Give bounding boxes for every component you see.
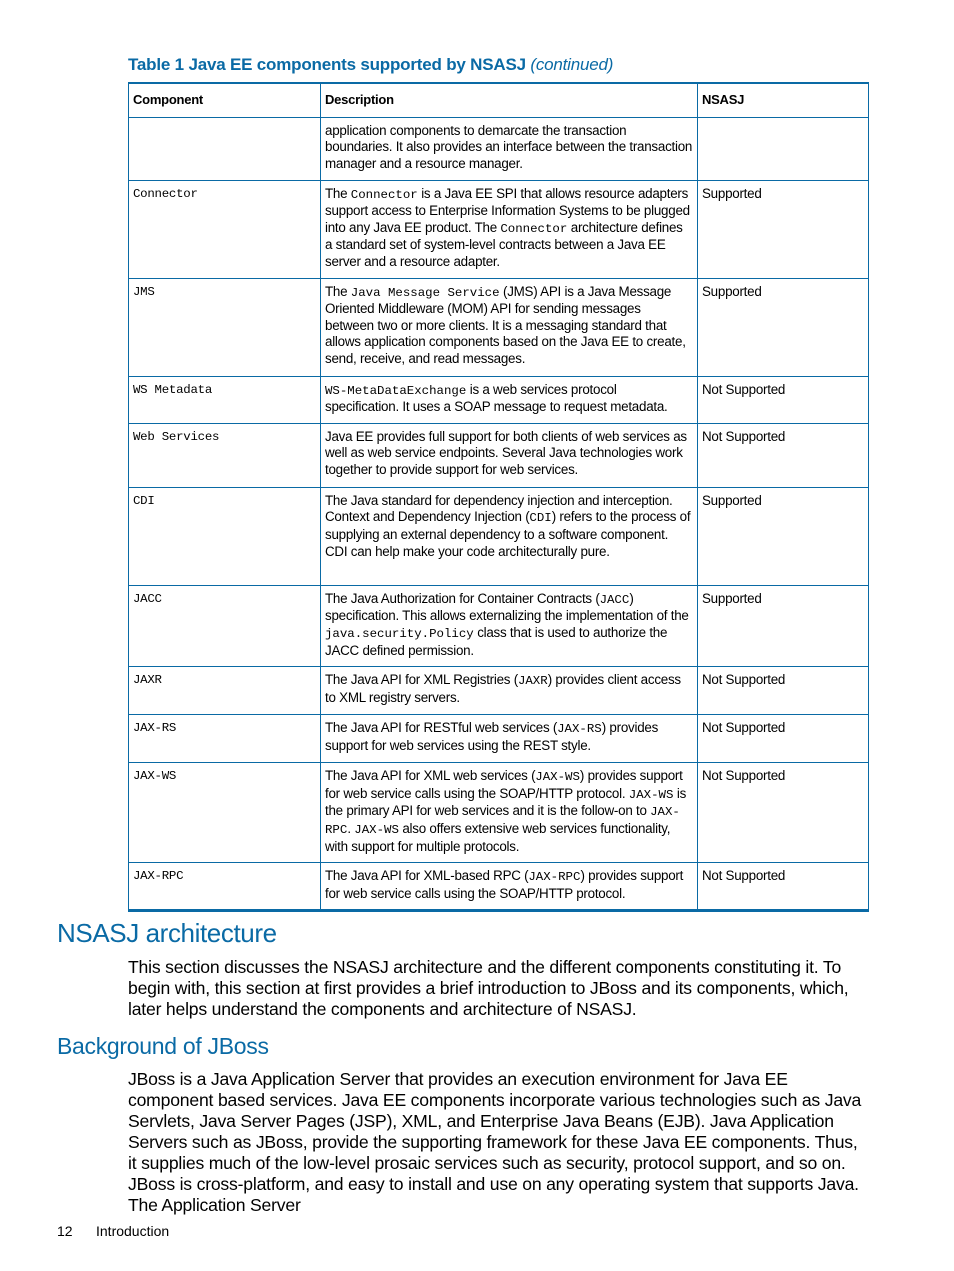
cell-status: Not Supported — [698, 667, 869, 715]
code-term: java.security.Policy — [325, 626, 474, 641]
table-row — [129, 423, 869, 487]
cell-description — [321, 667, 698, 715]
table-row — [129, 863, 869, 911]
header-description: Description — [321, 83, 698, 117]
header-component: Component — [129, 83, 321, 117]
cell-component — [129, 117, 321, 180]
cell-description — [321, 763, 698, 863]
header-nsasj: NSASJ — [698, 83, 869, 117]
cell-status: Supported — [698, 180, 869, 278]
description-text: ) provides support for web service calls using the SOAP/HTTP protocol. — [325, 868, 684, 901]
table-row — [129, 278, 869, 376]
section-title: NSASJ architecture — [57, 918, 277, 948]
cell-status: Not Supported — [698, 376, 869, 423]
page-number: 12 — [57, 1223, 73, 1239]
description-text: is the primary API for web services and it is the follow-on to — [325, 785, 687, 819]
code-term: JAX-WS — [354, 822, 399, 837]
cell-status: Supported — [698, 487, 869, 585]
description-text: class that is used to authorize the JACC defined permission. — [325, 624, 668, 658]
cell-component: JAXR — [129, 667, 321, 715]
table-body — [129, 117, 869, 911]
cell-component: JMS — [129, 278, 321, 376]
description-text: ) specification. This allows externalizing the implementation of the — [325, 590, 689, 624]
table-row — [129, 585, 869, 666]
cell-status: Not Supported — [698, 763, 869, 863]
description-text: The Java API for XML-based RPC ( — [325, 868, 529, 884]
description-text: The Java standard for dependency injection and interception. Context and Dependency Injection ( — [325, 492, 673, 525]
cell-component: Web Services — [129, 423, 321, 487]
subsection-title: Background of JBoss — [57, 1033, 269, 1059]
table-row — [129, 117, 869, 180]
description-text: The — [325, 185, 351, 201]
subsection-body: JBoss is a Java Application Server that provides an execution environment for Java EE component based services. Java EE components incorporate various technologies such as Java Servlets, Java Server Pages (JSP), XML, and Enterprise Java Beans (EJB). Java Application Servers such as JBoss, provide the supporting framework for these Java EE components. Thus, it supplies much of the low-level prosaic services such as security, protocol support, and so on. JBoss is cross-platform, and easy to install and use on any operating system that supports Java. The Application Server — [128, 1069, 862, 1215]
description-text: . — [347, 820, 355, 836]
cell-description — [321, 117, 698, 180]
table-caption-continued: (continued) — [530, 55, 614, 74]
cell-status: Not Supported — [698, 423, 869, 487]
cell-description — [321, 278, 698, 376]
table-row — [129, 376, 869, 423]
cell-description — [321, 715, 698, 763]
code-term: CDI — [529, 511, 552, 526]
code-term: JAX-RPC — [325, 805, 680, 837]
description-text: ) provides support for web service calls using the SOAP/HTTP protocol. — [325, 768, 683, 801]
code-term: JACC — [599, 592, 630, 607]
code-term: JAX-RPC — [528, 870, 581, 885]
components-table — [128, 82, 869, 912]
description-text: (JMS) API is a Java Message Oriented Middleware (MOM) API for sending messages between two or more clients. It is a messaging standard that allows application components based on the Java EE to create, send, receive, and read messages. — [325, 283, 686, 366]
code-term: WS-MetaDataExchange — [325, 383, 467, 398]
cell-status: Supported — [698, 278, 869, 376]
cell-status: Supported — [698, 585, 869, 666]
cell-component: Connector — [129, 180, 321, 278]
cell-component: WS Metadata — [129, 376, 321, 423]
footer-chapter: Introduction — [96, 1223, 170, 1239]
table-row — [129, 667, 869, 715]
table-row — [129, 180, 869, 278]
description-text: architecture defines a standard set of system-level contracts between a Java EE server and a resource adapter. — [325, 219, 683, 269]
cell-description — [321, 585, 698, 666]
cell-status — [698, 117, 869, 180]
table-header-row — [129, 83, 869, 117]
cell-component: JAX-RPC — [129, 863, 321, 911]
cell-status: Not Supported — [698, 863, 869, 911]
description-text: The Java API for XML web services ( — [325, 768, 536, 784]
table-row — [129, 763, 869, 863]
code-term: Connector — [350, 187, 418, 202]
table-caption — [128, 55, 613, 75]
description-text: also offers extensive web services functionality, with support for multiple protocols. — [325, 820, 671, 854]
cell-description — [321, 863, 698, 911]
description-text: ) provides support for web services using the REST style. — [325, 720, 659, 753]
cell-description — [321, 487, 698, 585]
description-text: The Java Authorization for Container Contracts ( — [325, 590, 600, 606]
code-term: JAX-WS — [628, 787, 674, 802]
description-text: ) provides client access to XML registry servers. — [325, 672, 681, 705]
cell-component: JAX-RS — [129, 715, 321, 763]
code-term: JAX-RS — [557, 722, 602, 737]
code-term: Connector — [500, 221, 568, 236]
cell-component: CDI — [129, 487, 321, 585]
cell-description — [321, 423, 698, 487]
table-caption-main: Table 1 Java EE components supported by NSASJ — [128, 55, 526, 74]
table-row — [129, 715, 869, 763]
description-text: is a web services protocol specification. It uses a SOAP message to request metadata. — [325, 381, 668, 415]
section-body: This section discusses the NSASJ architecture and the different components constituting it. To begin with, this section at first provides a brief introduction to JBoss and its components, which, later helps understand the components and architecture of NSASJ. — [128, 957, 849, 1019]
table-row — [129, 487, 869, 585]
code-term: JAXR — [517, 674, 548, 689]
description-text: is a Java EE SPI that allows resource adapters support access to Enterprise Information Systems to be plugged into any Java EE product. The — [325, 185, 690, 235]
code-term: JAX-WS — [535, 770, 580, 785]
cell-description — [321, 180, 698, 278]
description-text: application components to demarcate the transaction boundaries. It also provides an interface between the transaction manager and a resource manager. — [325, 122, 693, 171]
description-text: The Java API for XML Registries ( — [325, 672, 518, 688]
description-text: Java EE provides full support for both clients of web services as well as web service endpoints. Several Java technologies work together to provide support for web services. — [325, 428, 687, 477]
cell-status: Not Supported — [698, 715, 869, 763]
code-term: Java Message Service — [350, 285, 500, 300]
description-text: ) refers to the process of supplying an external dependency to a software component. CDI can help make your code architecturally pure. — [325, 509, 691, 559]
description-text: The — [325, 283, 351, 299]
cell-description — [321, 376, 698, 423]
cell-component: JAX-WS — [129, 763, 321, 863]
cell-component: JACC — [129, 585, 321, 666]
description-text: The Java API for RESTful web services ( — [325, 720, 558, 736]
